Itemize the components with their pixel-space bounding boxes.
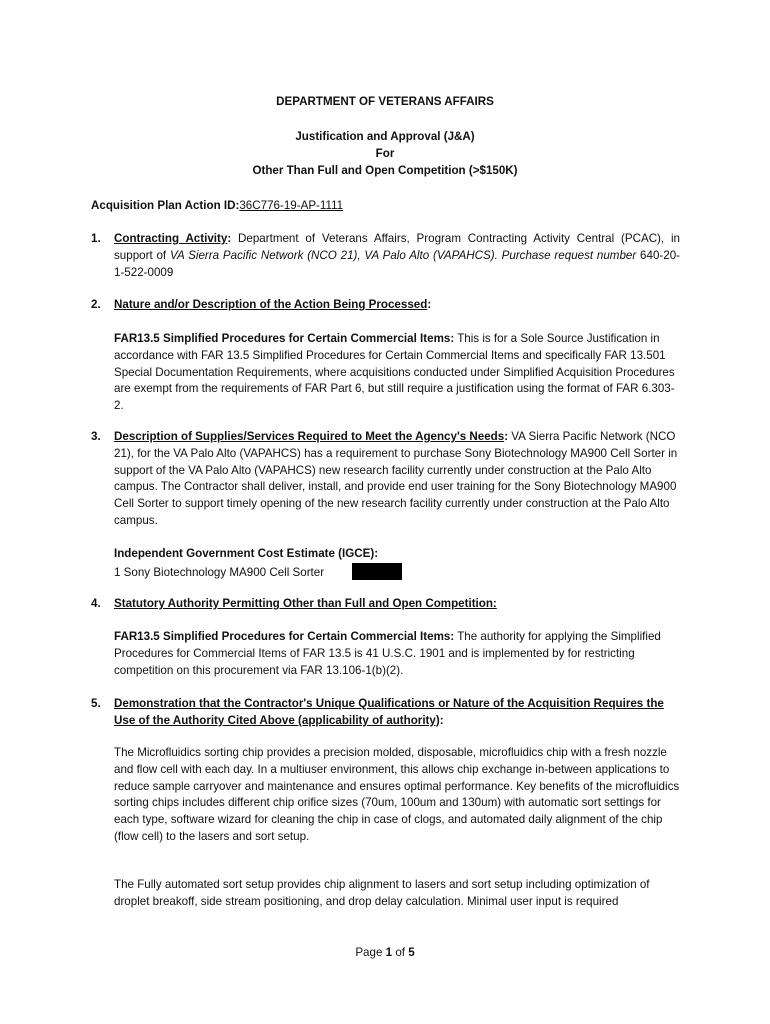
section-3-paragraph [114,429,678,530]
igce-item: 1 Sony Biotechnology MA900 Cell Sorter [114,566,325,579]
section-3-colon: : [504,430,509,443]
section-2-text: This is for a Sole Source Justification in accordance with FAR 13.5 Simplified Procedures for Certain Commercial Items and specifically FAR 13.501 Special Documentation Requirements, where acquisitions conducted under Simplified Acquisition Procedures are exempt from the requirements of FAR Part 6, but still require a justification using the format of FAR 6.303-2. [114,332,675,413]
title-line-1: Justification and Approval (J&A) [295,130,475,143]
page-label: Page [355,946,386,959]
section-1-text-b: 640-20-1-522-0009 [114,248,681,279]
section-2-number: 2. [91,298,101,311]
section-1-heading: Contracting Activity [114,232,228,245]
acquisition-id-label: Acquisition Plan Action ID: [91,199,240,212]
title-line-2: For [375,147,395,160]
section-4-number: 4. [91,597,101,610]
acquisition-id-value: 36C776-19-AP-1111 [239,199,344,212]
section-5-paragraph-1: The Microfluidics sorting chip provides a precision molded, disposable, microfluidics chip with a fresh nozzle and flow cell with each day. In a multiuser environment, this allows chip exchange in-between applications to reduce sample carryover and maintenance and ensures optimal performance. Key benefits of the microfluidics sorting chips includes different chip orifice sizes (70um, 100um and 130um) with automatic sort settings for each type, software wizard for cleaning the chip in case of clogs, and automated daily alignment of the chip (flow cell) to the lasers and sort setup. [114,746,680,843]
section-5-heading-line [114,696,674,730]
section-4-heading: Statutory Authority Permitting Other than Full and Open Competition: [114,597,497,610]
section-2-bold-lead: FAR13.5 Simplified Procedures for Certain Commercial Items: [114,332,455,345]
section-1-number: 1. [91,232,101,245]
page-of-label: of [392,946,409,959]
title-line-3: Other Than Full and Open Competition (>$150K) [252,164,518,177]
section-2-colon: : [427,298,432,311]
section-3-text: VA Sierra Pacific Network (NCO 21), for the VA Palo Alto (VAPAHCS) has a requirement to purchase Sony Biotechnology MA900 Cell Sorter in support of the VA Palo Alto (VAPAHCS) new research facility currently under construction at the Palo Alto campus. The Contractor shall deliver, install, and provide end user training for the Sony Biotechnology MA900 Cell Sorter to support timely opening of the new research facility currently under construction at the Palo Alto campus. [114,430,678,527]
section-2-paragraph [114,331,676,415]
section-3-heading: Description of Supplies/Services Required to Meet the Agency's Needs [114,430,505,443]
section-5-paragraph-2: The Fully automated sort setup provides chip alignment to lasers and sort setup including optimization of droplet breakoff, side stream positioning, and drop delay calculation. Minimal user input is required [114,878,650,908]
section-5-colon: : [439,713,444,727]
section-4-bold-lead: FAR13.5 Simplified Procedures for Certain Commercial Items: [114,630,455,643]
page-footer [0,945,770,962]
igce-label-text: Independent Government Cost Estimate (IGCE): [114,547,379,560]
section-4-paragraph [114,629,674,679]
page-number: 1 [385,946,393,959]
section-1-colon: : [227,232,232,245]
igce-label [114,546,680,563]
section-2-heading-line [114,297,680,314]
section-5-number: 5. [91,697,101,710]
section-1 [114,231,680,281]
section-4-heading-line [114,596,680,613]
section-5-heading: Demonstration that the Contractor's Unique Qualifications or Nature of the Acquisition Requires the Use of the Authority Cited Above (applicability of authority) [114,697,664,727]
section-1-text-italic: VA Sierra Pacific Network (NCO 21), VA Palo Alto (VAPAHCS). Purchase request number [169,248,637,262]
acquisition-id [91,198,414,215]
redacted-amount [352,563,402,580]
department-heading: DEPARTMENT OF VETERANS AFFAIRS [276,95,494,108]
page-total: 5 [408,946,415,959]
section-1-text-a: Department of Veterans Affairs, Program Contracting Activity Central (PCAC), in support of [114,232,680,262]
section-4-text: The authority for applying the Simplified Procedures for Commercial Items of FAR 13.5 is 41 U.S.C. 1901 and is implemented by for restricting competition on this procurement via FAR 13.106-1(b)(2). [114,630,661,677]
igce-item-line [114,563,680,582]
section-3-number: 3. [91,430,101,443]
section-2-heading: Nature and/or Description of the Action Being Processed [114,298,428,311]
